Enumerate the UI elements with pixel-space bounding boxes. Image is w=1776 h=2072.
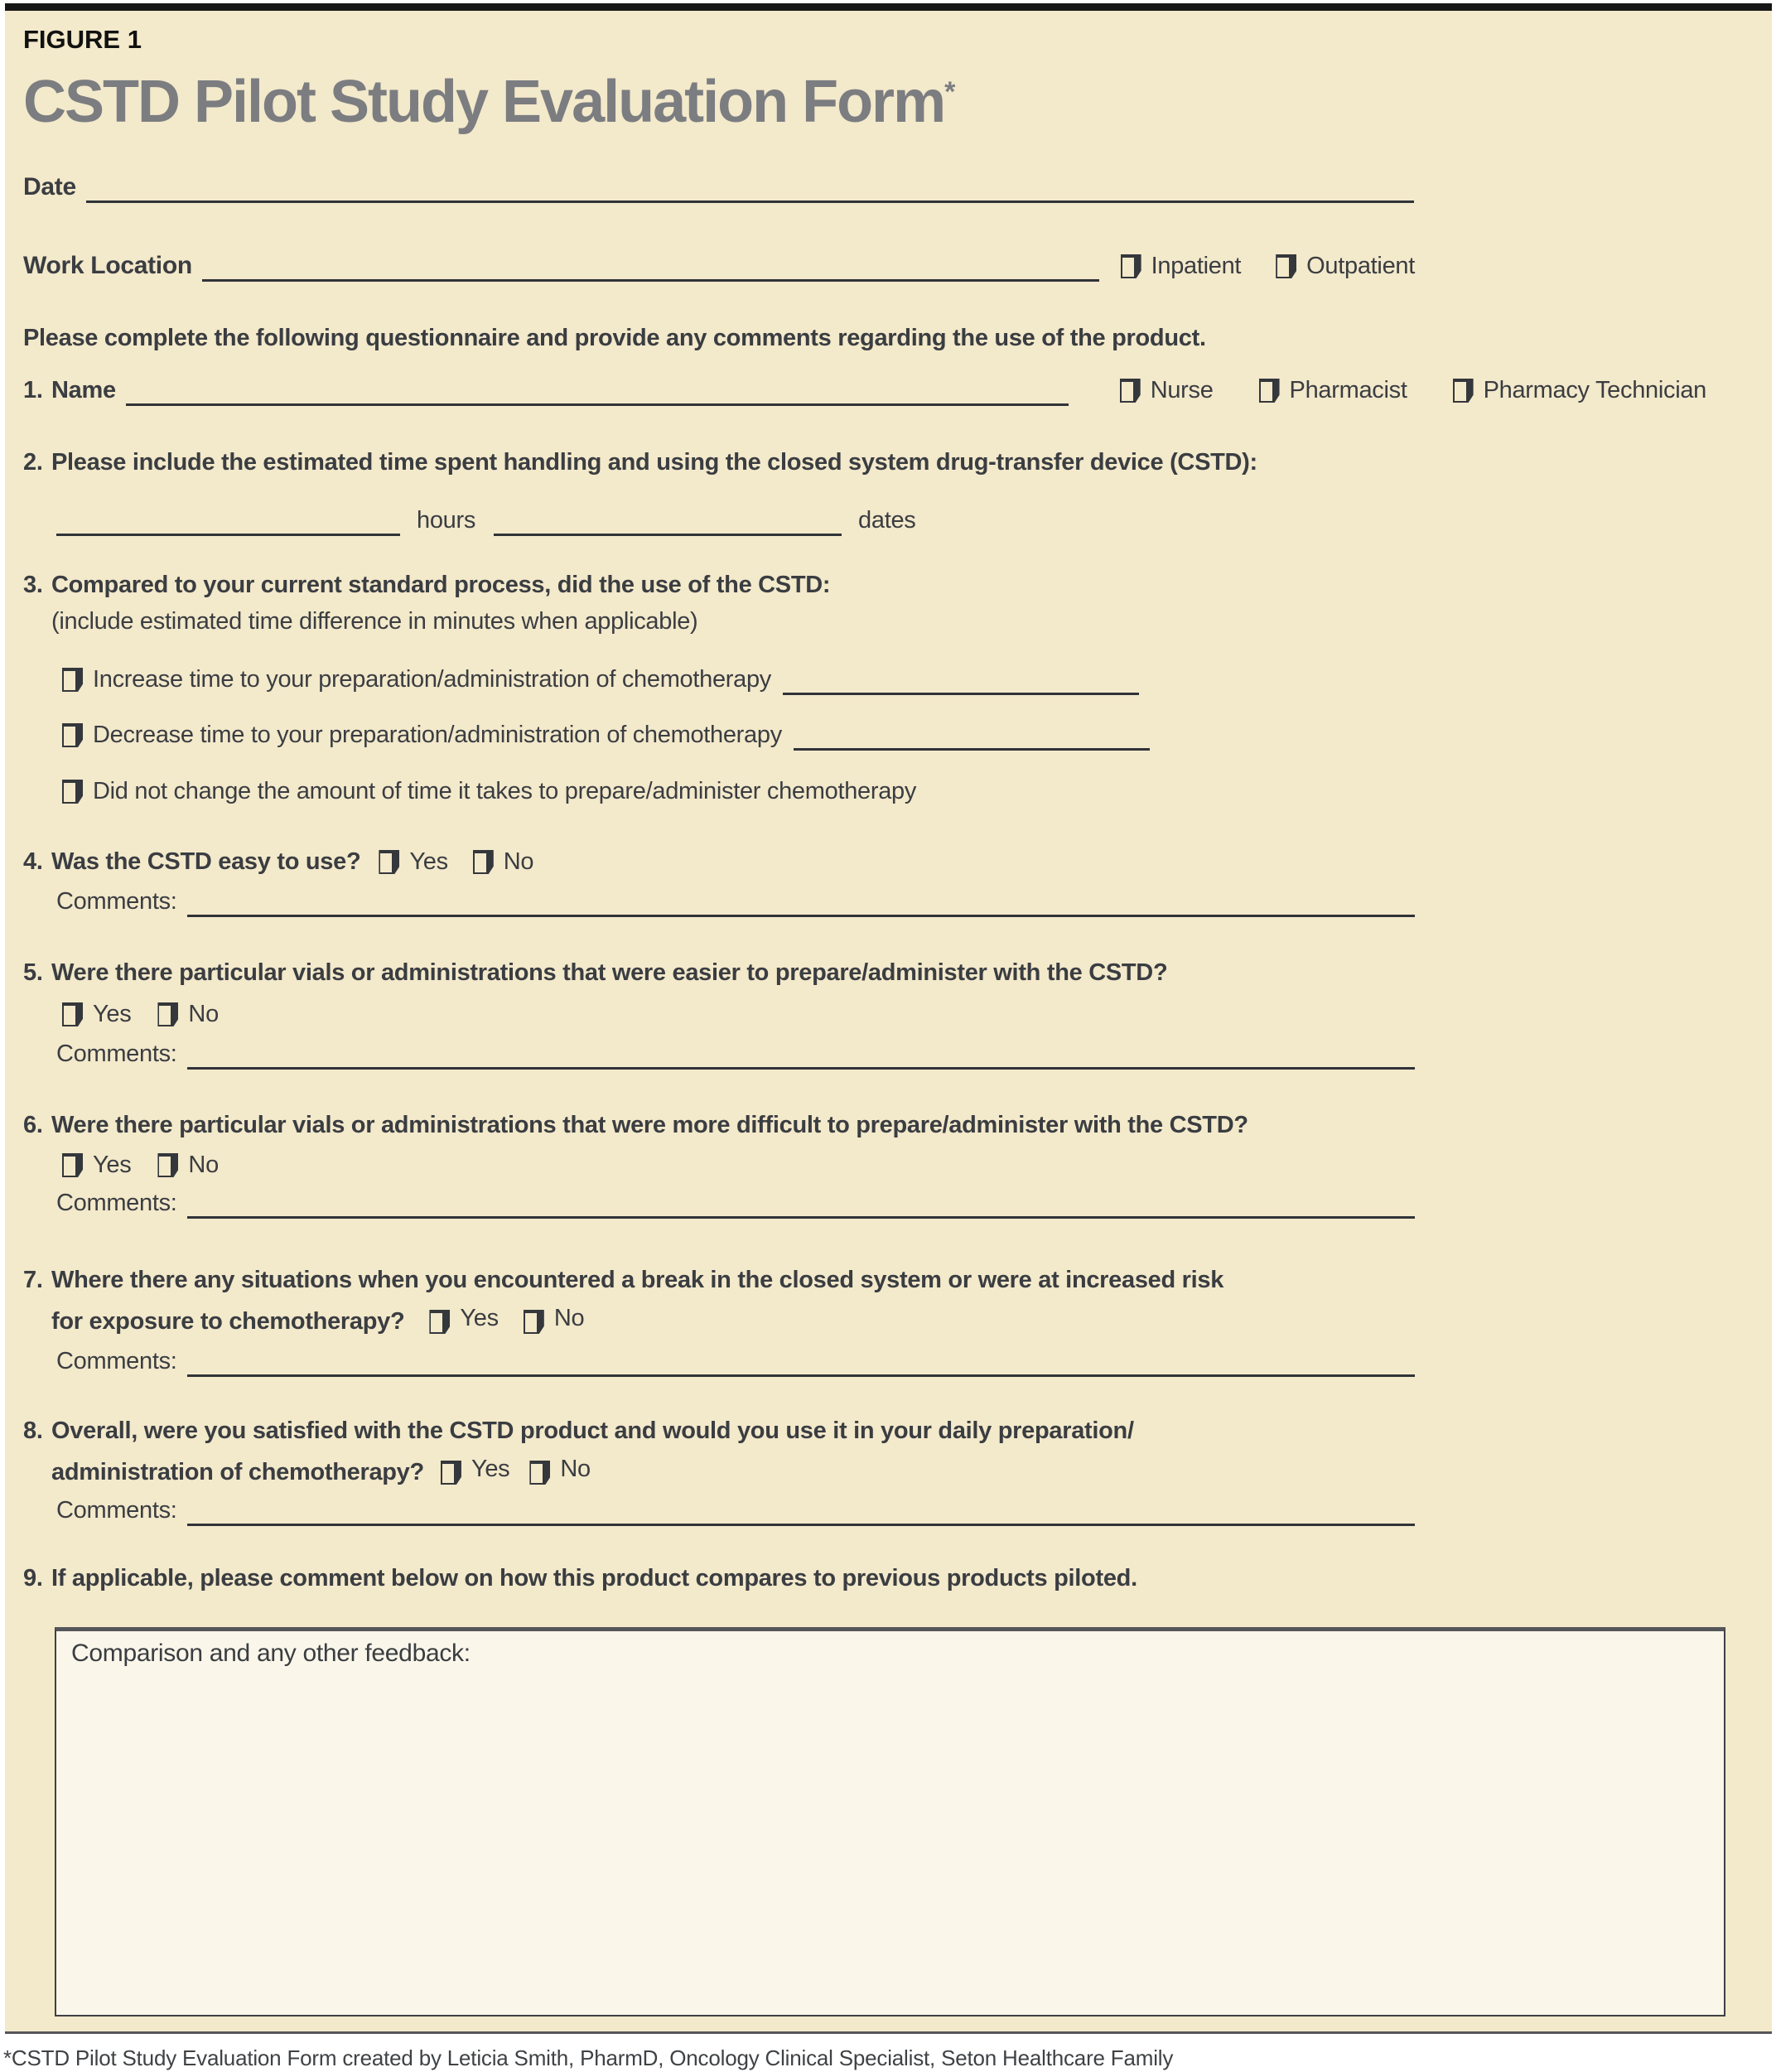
intro-label: Please complete the following questionnaire and provide any comments regarding the use of the product. <box>23 325 1206 351</box>
q8-no-label: No <box>560 1456 591 1482</box>
q6-number: 6. <box>23 1112 43 1138</box>
q7-line2-row <box>51 1299 1223 1340</box>
q7-number: 7. <box>23 1267 43 1293</box>
q6-no-option <box>157 1149 218 1181</box>
q5-yes-no-row <box>23 998 1735 1030</box>
q7-body <box>51 1261 1223 1340</box>
q7-line2: for exposure to chemotherapy? <box>51 1308 405 1335</box>
q1-pharmacy-technician-label: Pharmacy Technician <box>1483 377 1706 403</box>
q4-yes-label: Yes <box>409 848 448 875</box>
footnote: *CSTD Pilot Study Evaluation Form created by Leticia Smith, PharmD, Oncology Clinical Specialist, Seton Healthcare Family <box>3 2045 1174 2070</box>
q6-comments-label: Comments: <box>56 1190 177 1216</box>
q5-comments-row <box>23 1038 1415 1070</box>
q7-yes-checkbox[interactable] <box>429 1310 450 1334</box>
q1-pharmacist-label: Pharmacist <box>1289 377 1407 403</box>
q3-increase-label: Increase time to your preparation/administration of chemotherapy <box>93 666 772 693</box>
q4-comments-row <box>23 886 1415 917</box>
q1-label: Name <box>51 377 116 403</box>
q1-nurse-label: Nurse <box>1150 377 1214 403</box>
q9-comment-box[interactable] <box>55 1627 1725 2016</box>
outpatient-option <box>1276 250 1415 282</box>
q5-no-label: No <box>188 1001 219 1027</box>
question-5 <box>23 957 1735 988</box>
q8-line2: administration of chemotherapy? <box>51 1459 424 1485</box>
q3-option-no-change <box>23 775 1735 807</box>
q8-comments-line[interactable] <box>187 1524 1415 1526</box>
q2-hours-dates-row <box>23 505 1735 536</box>
question-8 <box>23 1412 1735 1491</box>
question-2 <box>23 447 1735 478</box>
q5-comments-label: Comments: <box>56 1041 177 1067</box>
q7-comments-line[interactable] <box>187 1374 1415 1377</box>
q7-comments-label: Comments: <box>56 1348 177 1374</box>
q4-comments-line[interactable] <box>187 915 1415 917</box>
q2-hours-label: hours <box>417 507 476 534</box>
q1-pharmacy-technician-checkbox[interactable] <box>1453 379 1474 403</box>
q1-nurse-checkbox[interactable] <box>1120 379 1141 403</box>
date-label: Date <box>23 173 76 200</box>
q2-text: Please include the estimated time spent handling and using the closed system drug-transfer device (CSTD): <box>51 449 1257 476</box>
q8-line2-row <box>51 1450 1134 1491</box>
q3-decrease-checkbox[interactable] <box>62 723 83 747</box>
evaluation-form-panel <box>5 11 1772 2034</box>
q6-yes-no-row <box>23 1149 1735 1181</box>
q6-no-checkbox[interactable] <box>157 1153 178 1177</box>
q5-comments-line[interactable] <box>187 1067 1415 1070</box>
outpatient-checkbox[interactable] <box>1276 254 1296 278</box>
q7-no-option <box>524 1299 584 1337</box>
q6-yes-label: Yes <box>93 1152 132 1178</box>
q2-dates-label: dates <box>858 507 916 534</box>
q8-yes-label: Yes <box>471 1456 510 1482</box>
q4-number: 4. <box>23 848 43 875</box>
q7-yes-option <box>429 1299 498 1337</box>
q2-dates-input-line[interactable] <box>494 534 842 536</box>
q1-pharmacist-checkbox[interactable] <box>1259 379 1280 403</box>
q8-no-option <box>529 1450 590 1488</box>
q3-increase-minutes-line[interactable] <box>783 693 1139 695</box>
q3-option-increase <box>23 664 1735 695</box>
q9-text: If applicable, please comment below on how this product compares to previous products piloted. <box>51 1565 1137 1591</box>
intro-text <box>23 322 1735 354</box>
q2-number: 2. <box>23 449 43 476</box>
q8-line1: Overall, were you satisfied with the CSTD product and would you use it in your daily preparation/ <box>51 1418 1134 1444</box>
outpatient-label: Outpatient <box>1306 253 1415 279</box>
q6-no-label: No <box>188 1152 219 1178</box>
date-input-line[interactable] <box>86 200 1414 203</box>
q4-no-checkbox[interactable] <box>473 850 494 874</box>
q1-pharmacist-option <box>1259 374 1407 406</box>
q6-yes-checkbox[interactable] <box>62 1153 83 1177</box>
page <box>0 3 1776 2070</box>
q4-no-label: No <box>503 848 534 875</box>
q9-comment-box-label: Comparison and any other feedback: <box>71 1640 471 1667</box>
q3-option-decrease <box>23 719 1735 751</box>
q4-yes-checkbox[interactable] <box>379 850 399 874</box>
q3-number: 3. <box>23 572 43 598</box>
q7-comments-row <box>23 1345 1415 1377</box>
q5-yes-option <box>62 998 131 1030</box>
inpatient-option <box>1121 250 1242 282</box>
q5-no-option <box>157 998 218 1030</box>
q5-yes-checkbox[interactable] <box>62 1002 83 1026</box>
q9-number: 9. <box>23 1565 43 1591</box>
q7-line1: Where there any situations when you encountered a break in the closed system or were at increased risk <box>51 1267 1224 1293</box>
q3-increase-checkbox[interactable] <box>62 668 83 692</box>
figure-label: FIGURE 1 <box>23 25 142 54</box>
date-row <box>23 171 1414 203</box>
top-rule-bar <box>5 3 1772 11</box>
work-location-label: Work Location <box>23 252 192 279</box>
q3-note: (include estimated time difference in minutes when applicable) <box>51 608 698 635</box>
form-title-text: CSTD Pilot Study Evaluation Form <box>23 69 945 135</box>
q8-no-checkbox[interactable] <box>529 1461 550 1485</box>
question-1 <box>23 374 1706 406</box>
q5-number: 5. <box>23 959 43 986</box>
q6-text: Were there particular vials or administrations that were more difficult to prepare/administer with the CSTD? <box>51 1112 1248 1138</box>
footnote-marker: * <box>944 76 956 108</box>
q8-body <box>51 1412 1134 1491</box>
q6-yes-option <box>62 1149 131 1181</box>
q8-yes-checkbox[interactable] <box>441 1461 461 1485</box>
q7-no-label: No <box>553 1305 585 1331</box>
q1-pharmacy-technician-option <box>1453 374 1706 406</box>
q1-name-input-line[interactable] <box>126 403 1069 406</box>
q4-no-option <box>473 846 533 877</box>
q3-no-change-checkbox[interactable] <box>62 780 83 804</box>
question-9 <box>23 1562 1735 1594</box>
q5-text: Were there particular vials or administrations that were easier to prepare/administer with the CSTD? <box>51 959 1168 986</box>
q6-comments-line[interactable] <box>187 1216 1415 1219</box>
q1-number: 1. <box>23 377 43 403</box>
q7-no-checkbox[interactable] <box>524 1310 544 1334</box>
inpatient-label: Inpatient <box>1151 253 1242 279</box>
q8-comments-row <box>23 1495 1415 1526</box>
q8-yes-option <box>441 1450 509 1488</box>
question-3 <box>23 569 1735 601</box>
question-7 <box>23 1261 1735 1340</box>
form-title <box>23 60 1735 133</box>
q2-hours-input-line[interactable] <box>56 534 400 536</box>
work-location-input-line[interactable] <box>202 279 1099 282</box>
q3-decrease-minutes-line[interactable] <box>794 748 1150 751</box>
q3-note-row <box>23 606 1735 637</box>
q5-yes-label: Yes <box>93 1001 132 1027</box>
q8-comments-label: Comments: <box>56 1497 177 1524</box>
q3-text: Compared to your current standard process, did the use of the CSTD: <box>51 572 831 598</box>
question-6 <box>23 1109 1735 1141</box>
inpatient-checkbox[interactable] <box>1121 254 1141 278</box>
q3-no-change-label: Did not change the amount of time it takes to prepare/administer chemotherapy <box>93 778 917 804</box>
q5-no-checkbox[interactable] <box>157 1002 178 1026</box>
q3-decrease-label: Decrease time to your preparation/administration of chemotherapy <box>93 722 782 748</box>
question-4 <box>23 846 1735 877</box>
q6-comments-row <box>23 1187 1415 1219</box>
q4-comments-label: Comments: <box>56 888 177 915</box>
q1-nurse-option <box>1120 374 1214 406</box>
q8-number: 8. <box>23 1418 43 1444</box>
work-location-row <box>23 250 1415 282</box>
q7-yes-label: Yes <box>460 1305 499 1331</box>
q4-yes-option <box>379 846 447 877</box>
q4-text: Was the CSTD easy to use? <box>51 848 361 875</box>
